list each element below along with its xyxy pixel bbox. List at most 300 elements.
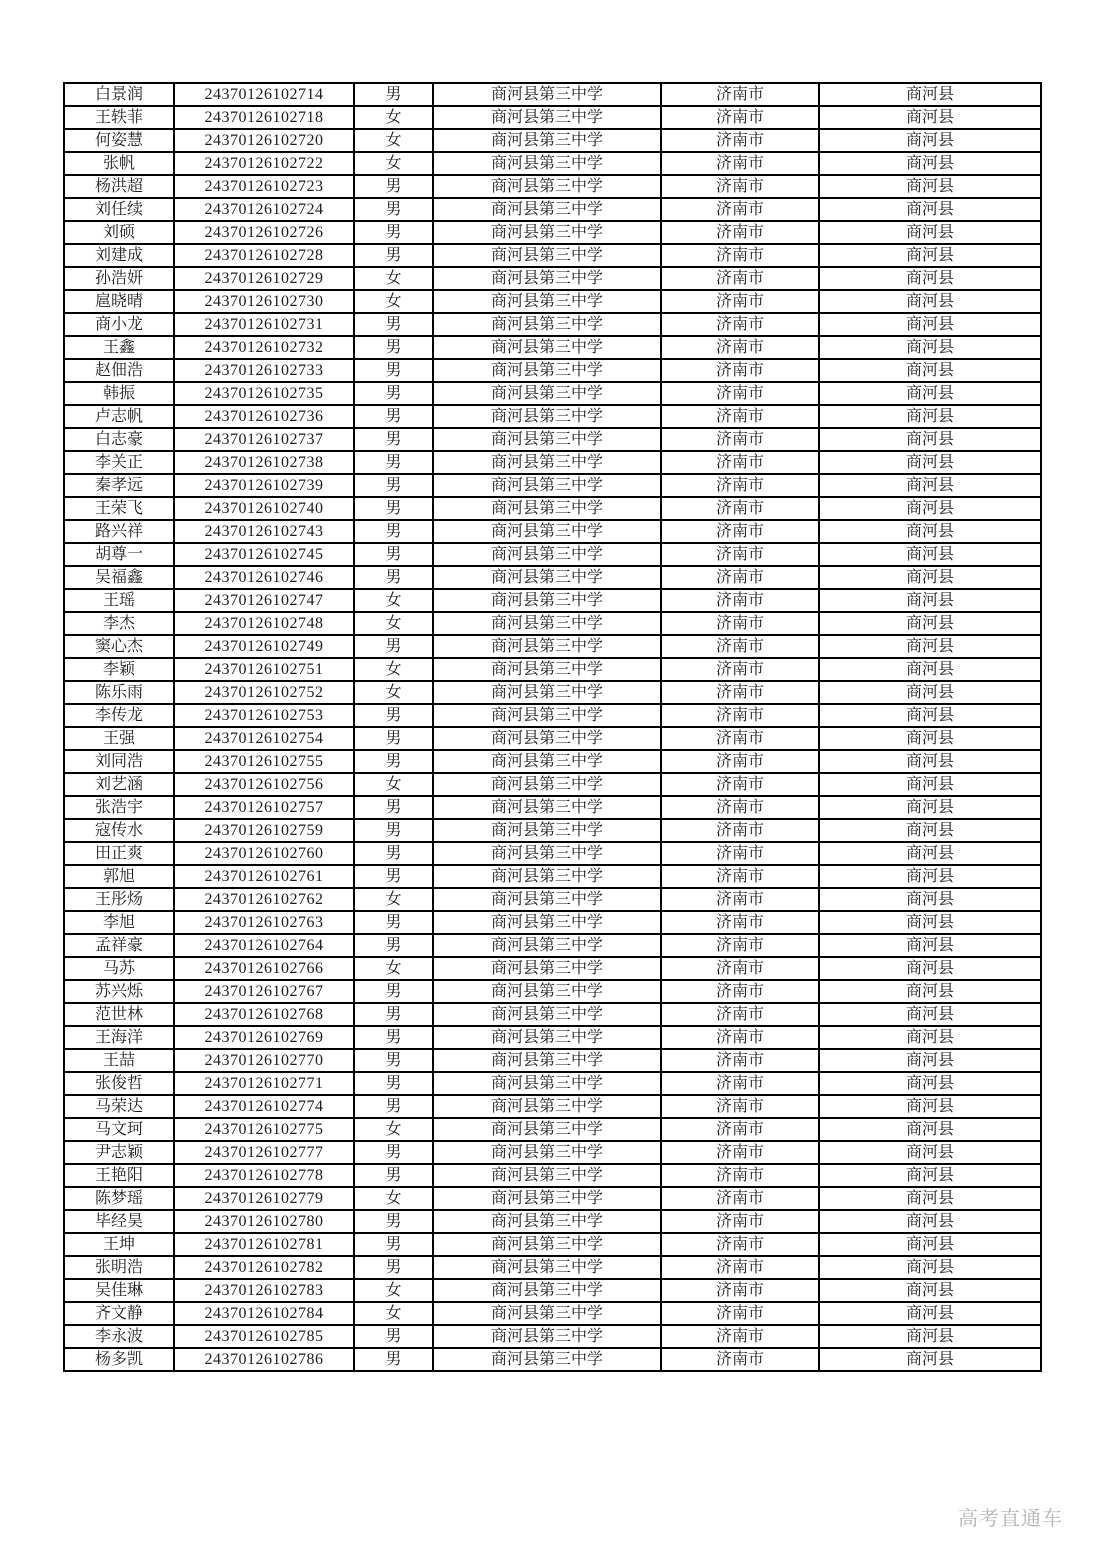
table-row	[64, 428, 1041, 451]
city-cell: 济南市	[661, 957, 819, 980]
exam_id-cell: 24370126102743	[174, 520, 354, 543]
school-cell: 商河县第三中学	[433, 106, 661, 129]
name-cell: 寇传水	[64, 819, 174, 842]
name-cell: 李关正	[64, 451, 174, 474]
name-cell: 秦孝远	[64, 474, 174, 497]
gender-cell: 男	[354, 934, 433, 957]
school-cell: 商河县第三中学	[433, 244, 661, 267]
exam_id-cell: 24370126102766	[174, 957, 354, 980]
table-row	[64, 1233, 1041, 1256]
exam_id-cell: 24370126102726	[174, 221, 354, 244]
exam_id-cell: 24370126102775	[174, 1118, 354, 1141]
name-cell: 何姿慧	[64, 129, 174, 152]
name-cell: 王瑶	[64, 589, 174, 612]
exam_id-cell: 24370126102769	[174, 1026, 354, 1049]
name-cell: 王喆	[64, 1049, 174, 1072]
name-cell: 李颖	[64, 658, 174, 681]
gender-cell: 男	[354, 428, 433, 451]
gender-cell: 男	[354, 865, 433, 888]
city-cell: 济南市	[661, 1164, 819, 1187]
table-row	[64, 1095, 1041, 1118]
table-row	[64, 83, 1041, 106]
table-row	[64, 451, 1041, 474]
school-cell: 商河县第三中学	[433, 589, 661, 612]
gender-cell: 男	[354, 359, 433, 382]
school-cell: 商河县第三中学	[433, 497, 661, 520]
gender-cell: 女	[354, 129, 433, 152]
county-cell: 商河县	[819, 589, 1041, 612]
county-cell: 商河县	[819, 221, 1041, 244]
county-cell: 商河县	[819, 1118, 1041, 1141]
exam_id-cell: 24370126102749	[174, 635, 354, 658]
county-cell: 商河县	[819, 681, 1041, 704]
gender-cell: 男	[354, 1049, 433, 1072]
school-cell: 商河县第三中学	[433, 1302, 661, 1325]
exam_id-cell: 24370126102763	[174, 911, 354, 934]
table-row	[64, 1325, 1041, 1348]
name-cell: 李永波	[64, 1325, 174, 1348]
table-row	[64, 796, 1041, 819]
gender-cell: 女	[354, 773, 433, 796]
county-cell: 商河县	[819, 819, 1041, 842]
school-cell: 商河县第三中学	[433, 1187, 661, 1210]
exam_id-cell: 24370126102777	[174, 1141, 354, 1164]
school-cell: 商河县第三中学	[433, 129, 661, 152]
gender-cell: 男	[354, 980, 433, 1003]
table-row	[64, 911, 1041, 934]
county-cell: 商河县	[819, 911, 1041, 934]
name-cell: 吴福鑫	[64, 566, 174, 589]
gender-cell: 男	[354, 336, 433, 359]
name-cell: 马荣达	[64, 1095, 174, 1118]
table-row	[64, 865, 1041, 888]
school-cell: 商河县第三中学	[433, 267, 661, 290]
name-cell: 张俊哲	[64, 1072, 174, 1095]
city-cell: 济南市	[661, 1256, 819, 1279]
city-cell: 济南市	[661, 451, 819, 474]
county-cell: 商河县	[819, 1210, 1041, 1233]
school-cell: 商河县第三中学	[433, 336, 661, 359]
city-cell: 济南市	[661, 1049, 819, 1072]
table-row	[64, 1187, 1041, 1210]
city-cell: 济南市	[661, 313, 819, 336]
name-cell: 郭旭	[64, 865, 174, 888]
gender-cell: 男	[354, 1325, 433, 1348]
city-cell: 济南市	[661, 474, 819, 497]
exam_id-cell: 24370126102770	[174, 1049, 354, 1072]
county-cell: 商河县	[819, 1026, 1041, 1049]
gender-cell: 男	[354, 727, 433, 750]
school-cell: 商河县第三中学	[433, 1210, 661, 1233]
exam_id-cell: 24370126102724	[174, 198, 354, 221]
table-row	[64, 957, 1041, 980]
county-cell: 商河县	[819, 474, 1041, 497]
table-row	[64, 1302, 1041, 1325]
table-row	[64, 888, 1041, 911]
name-cell: 张浩宇	[64, 796, 174, 819]
city-cell: 济南市	[661, 1095, 819, 1118]
table-row	[64, 405, 1041, 428]
county-cell: 商河县	[819, 382, 1041, 405]
name-cell: 刘建成	[64, 244, 174, 267]
gender-cell: 男	[354, 819, 433, 842]
exam_id-cell: 24370126102781	[174, 1233, 354, 1256]
city-cell: 济南市	[661, 1233, 819, 1256]
table-row	[64, 1279, 1041, 1302]
gender-cell: 女	[354, 612, 433, 635]
county-cell: 商河县	[819, 1325, 1041, 1348]
county-cell: 商河县	[819, 175, 1041, 198]
school-cell: 商河县第三中学	[433, 1279, 661, 1302]
table-row	[64, 382, 1041, 405]
county-cell: 商河县	[819, 451, 1041, 474]
city-cell: 济南市	[661, 566, 819, 589]
county-cell: 商河县	[819, 1049, 1041, 1072]
school-cell: 商河县第三中学	[433, 842, 661, 865]
exam_id-cell: 24370126102733	[174, 359, 354, 382]
name-cell: 刘任续	[64, 198, 174, 221]
county-cell: 商河县	[819, 1302, 1041, 1325]
school-cell: 商河县第三中学	[433, 451, 661, 474]
school-cell: 商河县第三中学	[433, 934, 661, 957]
city-cell: 济南市	[661, 796, 819, 819]
county-cell: 商河县	[819, 888, 1041, 911]
city-cell: 济南市	[661, 1118, 819, 1141]
city-cell: 济南市	[661, 175, 819, 198]
gender-cell: 男	[354, 1072, 433, 1095]
gender-cell: 男	[354, 221, 433, 244]
table-row	[64, 842, 1041, 865]
gender-cell: 男	[354, 198, 433, 221]
name-cell: 王艳阳	[64, 1164, 174, 1187]
gender-cell: 男	[354, 1026, 433, 1049]
county-cell: 商河县	[819, 244, 1041, 267]
school-cell: 商河县第三中学	[433, 382, 661, 405]
city-cell: 济南市	[661, 428, 819, 451]
name-cell: 苏兴烁	[64, 980, 174, 1003]
city-cell: 济南市	[661, 658, 819, 681]
school-cell: 商河县第三中学	[433, 980, 661, 1003]
table-row	[64, 1210, 1041, 1233]
name-cell: 王坤	[64, 1233, 174, 1256]
county-cell: 商河县	[819, 1095, 1041, 1118]
school-cell: 商河县第三中学	[433, 1003, 661, 1026]
gender-cell: 女	[354, 658, 433, 681]
gender-cell: 男	[354, 750, 433, 773]
table-row	[64, 1348, 1041, 1371]
school-cell: 商河县第三中学	[433, 221, 661, 244]
name-cell: 赵佃浩	[64, 359, 174, 382]
exam_id-cell: 24370126102764	[174, 934, 354, 957]
table-row	[64, 1118, 1041, 1141]
school-cell: 商河县第三中学	[433, 1095, 661, 1118]
county-cell: 商河县	[819, 152, 1041, 175]
gender-cell: 女	[354, 152, 433, 175]
county-cell: 商河县	[819, 290, 1041, 313]
exam_id-cell: 24370126102778	[174, 1164, 354, 1187]
table-row	[64, 244, 1041, 267]
exam_id-cell: 24370126102771	[174, 1072, 354, 1095]
name-cell: 王荣飞	[64, 497, 174, 520]
school-cell: 商河县第三中学	[433, 1049, 661, 1072]
name-cell: 张帆	[64, 152, 174, 175]
table-row	[64, 152, 1041, 175]
exam_id-cell: 24370126102736	[174, 405, 354, 428]
city-cell: 济南市	[661, 83, 819, 106]
name-cell: 刘同浩	[64, 750, 174, 773]
city-cell: 济南市	[661, 152, 819, 175]
gender-cell: 女	[354, 681, 433, 704]
city-cell: 济南市	[661, 1210, 819, 1233]
school-cell: 商河县第三中学	[433, 1325, 661, 1348]
name-cell: 王彤炀	[64, 888, 174, 911]
name-cell: 陈梦瑶	[64, 1187, 174, 1210]
school-cell: 商河县第三中学	[433, 175, 661, 198]
city-cell: 济南市	[661, 520, 819, 543]
table-row	[64, 635, 1041, 658]
gender-cell: 女	[354, 957, 433, 980]
gender-cell: 男	[354, 244, 433, 267]
school-cell: 商河县第三中学	[433, 1072, 661, 1095]
name-cell: 王鑫	[64, 336, 174, 359]
table-row	[64, 658, 1041, 681]
exam_id-cell: 24370126102718	[174, 106, 354, 129]
county-cell: 商河县	[819, 1256, 1041, 1279]
gender-cell: 女	[354, 589, 433, 612]
exam_id-cell: 24370126102740	[174, 497, 354, 520]
school-cell: 商河县第三中学	[433, 865, 661, 888]
name-cell: 孙浩妍	[64, 267, 174, 290]
gender-cell: 女	[354, 1118, 433, 1141]
table-row	[64, 750, 1041, 773]
school-cell: 商河县第三中学	[433, 658, 661, 681]
school-cell: 商河县第三中学	[433, 428, 661, 451]
table-row	[64, 1049, 1041, 1072]
county-cell: 商河县	[819, 980, 1041, 1003]
school-cell: 商河县第三中学	[433, 888, 661, 911]
name-cell: 孟祥豪	[64, 934, 174, 957]
exam_id-cell: 24370126102738	[174, 451, 354, 474]
gender-cell: 男	[354, 1003, 433, 1026]
county-cell: 商河县	[819, 405, 1041, 428]
exam_id-cell: 24370126102752	[174, 681, 354, 704]
table-row	[64, 267, 1041, 290]
gender-cell: 男	[354, 1233, 433, 1256]
gender-cell: 女	[354, 290, 433, 313]
gender-cell: 男	[354, 1095, 433, 1118]
exam_id-cell: 24370126102756	[174, 773, 354, 796]
county-cell: 商河县	[819, 1348, 1041, 1371]
name-cell: 刘艺涵	[64, 773, 174, 796]
county-cell: 商河县	[819, 704, 1041, 727]
school-cell: 商河县第三中学	[433, 773, 661, 796]
city-cell: 济南市	[661, 1302, 819, 1325]
gender-cell: 男	[354, 1348, 433, 1371]
exam_id-cell: 24370126102774	[174, 1095, 354, 1118]
name-cell: 王轶菲	[64, 106, 174, 129]
county-cell: 商河县	[819, 1003, 1041, 1026]
table-row	[64, 474, 1041, 497]
exam_id-cell: 24370126102714	[174, 83, 354, 106]
gender-cell: 男	[354, 566, 433, 589]
school-cell: 商河县第三中学	[433, 474, 661, 497]
county-cell: 商河县	[819, 934, 1041, 957]
table-row	[64, 336, 1041, 359]
exam_id-cell: 24370126102720	[174, 129, 354, 152]
table-row	[64, 773, 1041, 796]
name-cell: 李传龙	[64, 704, 174, 727]
city-cell: 济南市	[661, 497, 819, 520]
city-cell: 济南市	[661, 842, 819, 865]
table-row	[64, 704, 1041, 727]
school-cell: 商河县第三中学	[433, 796, 661, 819]
table-row	[64, 727, 1041, 750]
city-cell: 济南市	[661, 382, 819, 405]
school-cell: 商河县第三中学	[433, 359, 661, 382]
exam_id-cell: 24370126102782	[174, 1256, 354, 1279]
exam_id-cell: 24370126102722	[174, 152, 354, 175]
table-row	[64, 612, 1041, 635]
exam_id-cell: 24370126102728	[174, 244, 354, 267]
city-cell: 济南市	[661, 1003, 819, 1026]
exam_id-cell: 24370126102767	[174, 980, 354, 1003]
student-roster-body	[64, 83, 1041, 1371]
table-row	[64, 681, 1041, 704]
county-cell: 商河县	[819, 957, 1041, 980]
city-cell: 济南市	[661, 980, 819, 1003]
name-cell: 毕经昊	[64, 1210, 174, 1233]
city-cell: 济南市	[661, 244, 819, 267]
school-cell: 商河县第三中学	[433, 566, 661, 589]
city-cell: 济南市	[661, 543, 819, 566]
county-cell: 商河县	[819, 497, 1041, 520]
city-cell: 济南市	[661, 681, 819, 704]
gender-cell: 男	[354, 83, 433, 106]
city-cell: 济南市	[661, 773, 819, 796]
gender-cell: 男	[354, 451, 433, 474]
county-cell: 商河县	[819, 428, 1041, 451]
gender-cell: 女	[354, 888, 433, 911]
name-cell: 范世林	[64, 1003, 174, 1026]
school-cell: 商河县第三中学	[433, 83, 661, 106]
exam_id-cell: 24370126102731	[174, 313, 354, 336]
gender-cell: 女	[354, 267, 433, 290]
gender-cell: 男	[354, 474, 433, 497]
school-cell: 商河县第三中学	[433, 750, 661, 773]
county-cell: 商河县	[819, 267, 1041, 290]
school-cell: 商河县第三中学	[433, 681, 661, 704]
table-row	[64, 1003, 1041, 1026]
county-cell: 商河县	[819, 1279, 1041, 1302]
name-cell: 扈晓晴	[64, 290, 174, 313]
gender-cell: 女	[354, 106, 433, 129]
county-cell: 商河县	[819, 83, 1041, 106]
exam_id-cell: 24370126102747	[174, 589, 354, 612]
exam_id-cell: 24370126102780	[174, 1210, 354, 1233]
school-cell: 商河县第三中学	[433, 1141, 661, 1164]
school-cell: 商河县第三中学	[433, 612, 661, 635]
gender-cell: 男	[354, 911, 433, 934]
county-cell: 商河县	[819, 313, 1041, 336]
exam_id-cell: 24370126102739	[174, 474, 354, 497]
county-cell: 商河县	[819, 612, 1041, 635]
gender-cell: 男	[354, 1164, 433, 1187]
exam_id-cell: 24370126102784	[174, 1302, 354, 1325]
city-cell: 济南市	[661, 704, 819, 727]
gender-cell: 女	[354, 1302, 433, 1325]
city-cell: 济南市	[661, 612, 819, 635]
table-row	[64, 819, 1041, 842]
county-cell: 商河县	[819, 1141, 1041, 1164]
gender-cell: 男	[354, 1210, 433, 1233]
county-cell: 商河县	[819, 1187, 1041, 1210]
name-cell: 商小龙	[64, 313, 174, 336]
name-cell: 白志豪	[64, 428, 174, 451]
city-cell: 济南市	[661, 1026, 819, 1049]
exam_id-cell: 24370126102755	[174, 750, 354, 773]
table-row	[64, 520, 1041, 543]
school-cell: 商河县第三中学	[433, 198, 661, 221]
school-cell: 商河县第三中学	[433, 957, 661, 980]
city-cell: 济南市	[661, 888, 819, 911]
city-cell: 济南市	[661, 267, 819, 290]
county-cell: 商河县	[819, 106, 1041, 129]
county-cell: 商河县	[819, 566, 1041, 589]
exam_id-cell: 24370126102757	[174, 796, 354, 819]
exam_id-cell: 24370126102746	[174, 566, 354, 589]
city-cell: 济南市	[661, 934, 819, 957]
gender-cell: 男	[354, 635, 433, 658]
exam_id-cell: 24370126102768	[174, 1003, 354, 1026]
table-row	[64, 221, 1041, 244]
city-cell: 济南市	[661, 129, 819, 152]
table-row	[64, 1141, 1041, 1164]
school-cell: 商河县第三中学	[433, 635, 661, 658]
city-cell: 济南市	[661, 1072, 819, 1095]
table-row	[64, 497, 1041, 520]
table-row	[64, 543, 1041, 566]
city-cell: 济南市	[661, 865, 819, 888]
exam_id-cell: 24370126102723	[174, 175, 354, 198]
name-cell: 陈乐雨	[64, 681, 174, 704]
school-cell: 商河县第三中学	[433, 405, 661, 428]
table-row	[64, 359, 1041, 382]
name-cell: 田正爽	[64, 842, 174, 865]
table-row	[64, 980, 1041, 1003]
city-cell: 济南市	[661, 290, 819, 313]
student-roster-table	[63, 82, 1042, 1372]
school-cell: 商河县第三中学	[433, 1256, 661, 1279]
county-cell: 商河县	[819, 750, 1041, 773]
city-cell: 济南市	[661, 336, 819, 359]
exam_id-cell: 24370126102754	[174, 727, 354, 750]
table-row	[64, 313, 1041, 336]
name-cell: 卢志帆	[64, 405, 174, 428]
exam_id-cell: 24370126102761	[174, 865, 354, 888]
city-cell: 济南市	[661, 819, 819, 842]
name-cell: 刘硕	[64, 221, 174, 244]
gender-cell: 男	[354, 175, 433, 198]
county-cell: 商河县	[819, 865, 1041, 888]
county-cell: 商河县	[819, 1164, 1041, 1187]
gender-cell: 男	[354, 704, 433, 727]
table-row	[64, 198, 1041, 221]
exam_id-cell: 24370126102786	[174, 1348, 354, 1371]
name-cell: 韩振	[64, 382, 174, 405]
exam_id-cell: 24370126102751	[174, 658, 354, 681]
exam_id-cell: 24370126102745	[174, 543, 354, 566]
exam_id-cell: 24370126102762	[174, 888, 354, 911]
